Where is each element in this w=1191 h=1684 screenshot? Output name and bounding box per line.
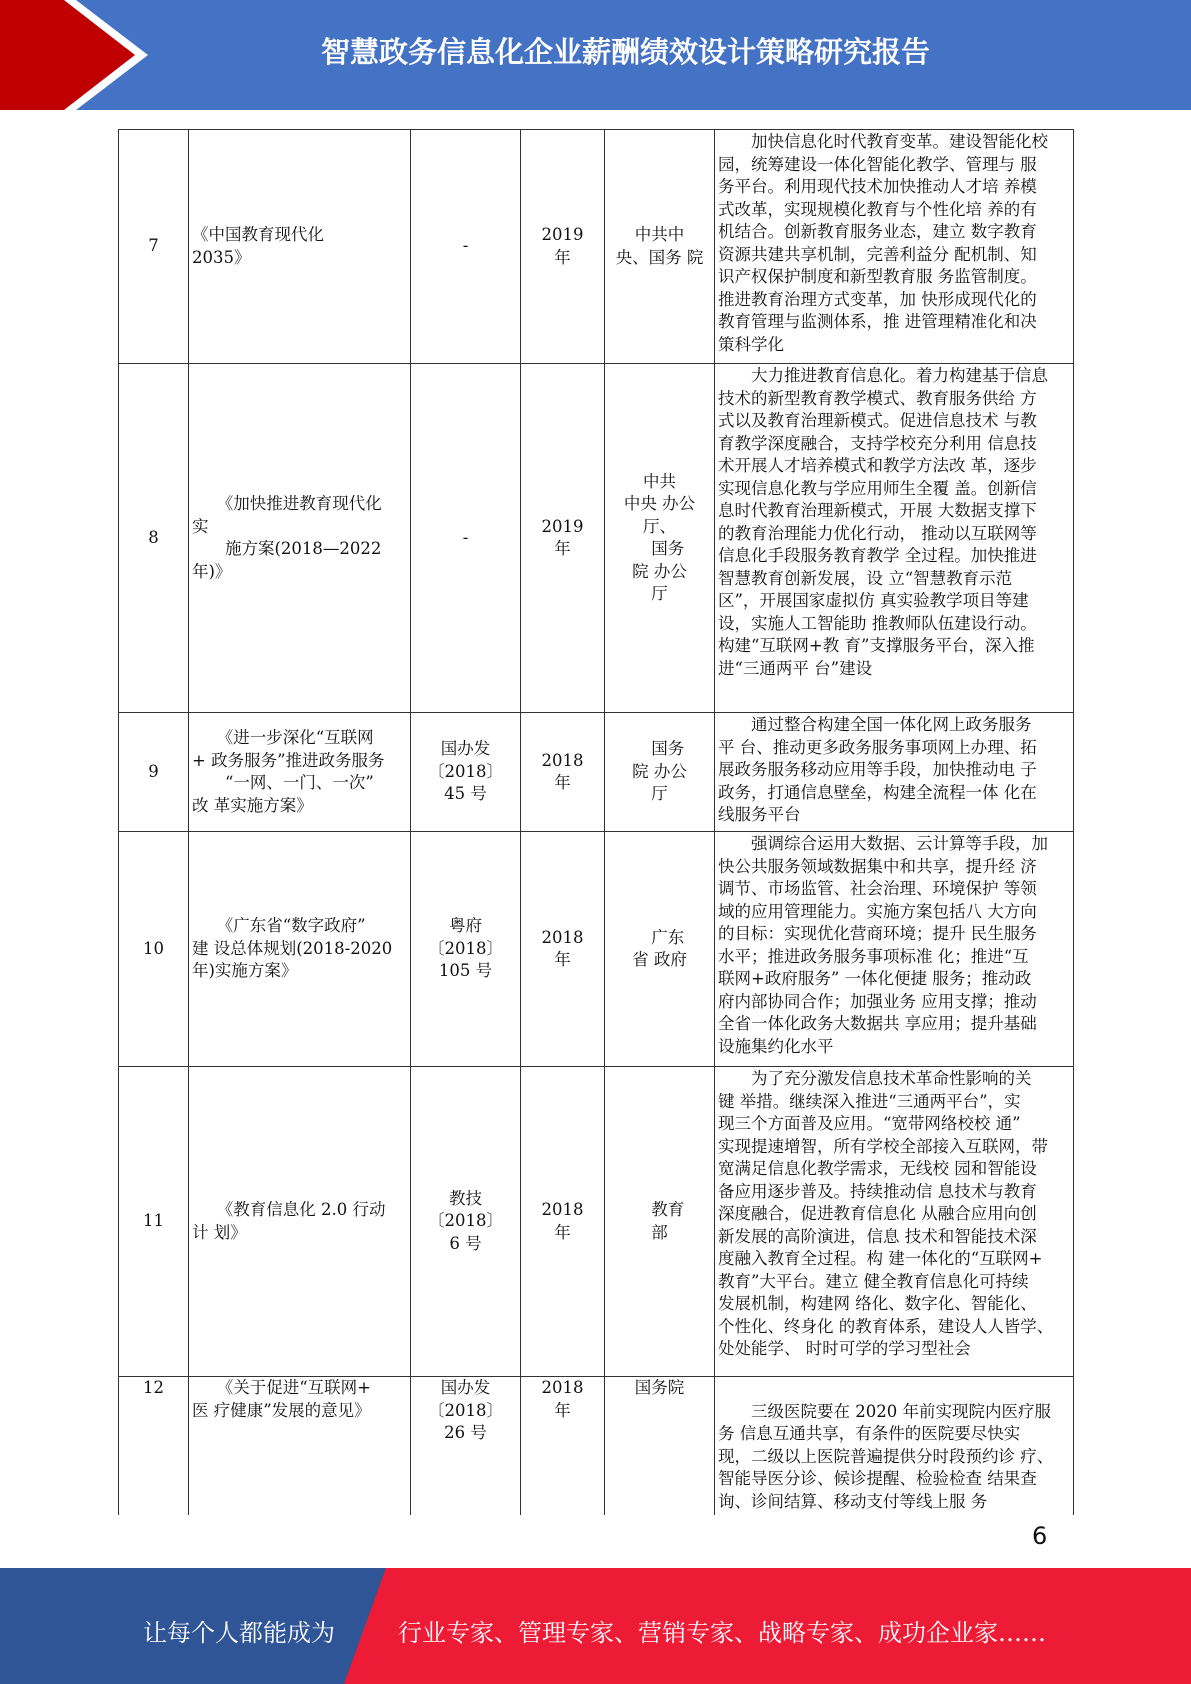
policy-title: 《关于促进“互联网+ 医 疗健康”发展的意见》 [189,1377,411,1515]
row-number: 10 [119,832,189,1067]
issuing-body: 教育 部 [605,1067,715,1377]
row-number: 12 [119,1377,189,1515]
policy-summary: 为了充分激发信息技术革命性影响的关 键 举措。继续深入推进“三通两平台”，实 现三个方面普及应用。“宽带网络校校 通” 实现提速增智，所有学校全部接入互联网，带 宽满足信息化教学需求，无线校 园和智能设 备应用逐步普及。持续推动信 息技术与教育 深度融合，促进教育信息化 从融合应用向创 新发展的高阶演进，信息 技术和智能技术深 度融入教育全过程。构 建一体化的“互联网+ 教育”大平台。建立 健全教育信息化可持续 发展机制，构建网 络化、数字化、智能化、 个性化、终身化 的教育体系，建设人人皆学、 处处能学、 时时可学的学习型社会 [715,1067,1074,1377]
issue-year: 2018 年 [521,832,605,1067]
table-row [119,713,1074,832]
document-number: 国办发 〔2018〕 45 号 [411,713,521,832]
page-number: 6 [1032,1522,1048,1550]
policy-summary: 通过整合构建全国一体化网上政务服务 平 台、推动更多政务服务事项网上办理、拓 展政务服务移动应用等手段，加快推动电 子 政务，打通信息壁垒，构建全流程一体 化在 线服务平台 [715,713,1074,832]
issuing-body: 国务院 [605,1377,715,1515]
document-number: - [411,130,521,364]
policy-summary: 强调综合运用大数据、云计算等手段，加 快公共服务领域数据集中和共享，提升经 济 调节、市场监管、社会治理、环境保护 等领 域的应用管理能力。实施方案包括八 大方向 的目标：实现优化营商环境；提升 民生服务 水平；推进政务服务事项标准 化；推进“互 联网+政府服务” 一体化便捷 服务；推动政 府内部协同合作；加强业务 应用支撑；推动 全省一体化政务大数据共 享应用；提升基础 设施集约化水平 [715,832,1074,1067]
page-footer [0,1568,1191,1684]
table-row [119,1067,1074,1377]
table-row [119,130,1074,364]
row-number: 9 [119,713,189,832]
issue-year: 2019 年 [521,130,605,364]
policy-summary: 加快信息化时代教育变革。建设智能化校 园，统筹建设一体化智能化教学、管理与 服 务平台。利用现代技术加快推动人才培 养模 式改革，实现规模化教育与个性化培 养的有 机结合。创新教育服务业态，建立 数字教育 资源共建共享机制，完善利益分 配机制、知 识产权保护制度和新型教育服 务监管制度。 推进教育治理方式变革，加 快形成现代化的 教育管理与监测体系，推 进管理精准化和决 策科学化 [715,130,1074,364]
issuing-body: 广东 省 政府 [605,832,715,1067]
issue-year: 2018 年 [521,713,605,832]
document-number: - [411,364,521,713]
document-number: 教技 〔2018〕 6 号 [411,1067,521,1377]
footer-slogan-left: 让每个人都能成为 [143,1619,335,1647]
table-row [119,832,1074,1067]
report-title: 智慧政务信息化企业薪酬绩效设计策略研究报告 [320,35,930,69]
document-number: 国办发 〔2018〕 26 号 [411,1377,521,1515]
row-number: 7 [119,130,189,364]
policy-title: 《进一步深化“互联网 + 政务服务”推进政务服务 “一网、一门、一次” 改 革实施方案》 [189,713,411,832]
red-chevron-decoration [0,0,150,110]
policy-summary: 大力推进教育信息化。着力构建基于信息 技术的新型教育教学模式、教育服务供给 方 式以及教育治理新模式。促进信息技术 与教 育教学深度融合，支持学校充分利用 信息技 术开展人才培养模式和教学方法改 革，逐步 实现信息化教与学应用师生全覆 盖。创新信 息时代教育治理新模式，开展 大数据支撑下 的教育治理能力优化行动， 推动以互联网等 信息化手段服务教育教学 全过程。加快推进 智慧教育创新发展，设 立“智慧教育示范 区”，开展国家虚拟仿 真实验教学项目等建 设，实施人工智能助 推教师队伍建设行动。 构建“互联网+教 育”支撑服务平台，深入推 进“三通两平 台”建设 [715,364,1074,713]
document-number: 粤府 〔2018〕 105 号 [411,832,521,1067]
issuing-body: 中共 中央 办公 厅、 国务 院 办公 厅 [605,364,715,713]
issuing-body: 中共中 央、国务 院 [605,130,715,364]
row-number: 8 [119,364,189,713]
issuing-body: 国务 院 办公 厅 [605,713,715,832]
policy-title: 《加快推进教育现代化 实 施方案(2018—2022 年)》 [189,364,411,713]
row-number: 11 [119,1067,189,1377]
table-row [119,1377,1074,1515]
policy-title: 《教育信息化 2.0 行动 计 划》 [189,1067,411,1377]
policy-title: 《广东省“数字政府” 建 设总体规划(2018-2020 年)实施方案》 [189,832,411,1067]
footer-slogan-right: 行业专家、管理专家、营销专家、战略专家、成功企业家…… [398,1619,1046,1647]
issue-year: 2018 年 [521,1067,605,1377]
policy-summary: 三级医院要在 2020 年前实现院内医疗服 务 信息互通共享，有条件的医院要尽快实 现，二级以上医院普遍提供分时段预约诊 疗、 智能导医分诊、候诊提醒、检验检查 结果查 询、诊间结算、移动支付等线上服 务 [715,1377,1074,1515]
issue-year: 2018 年 [521,1377,605,1515]
policy-table [118,129,1074,1515]
issue-year: 2019 年 [521,364,605,713]
page-header [0,0,1191,110]
policy-title: 《中国教育现代化 2035》 [189,130,411,364]
table-row [119,364,1074,713]
